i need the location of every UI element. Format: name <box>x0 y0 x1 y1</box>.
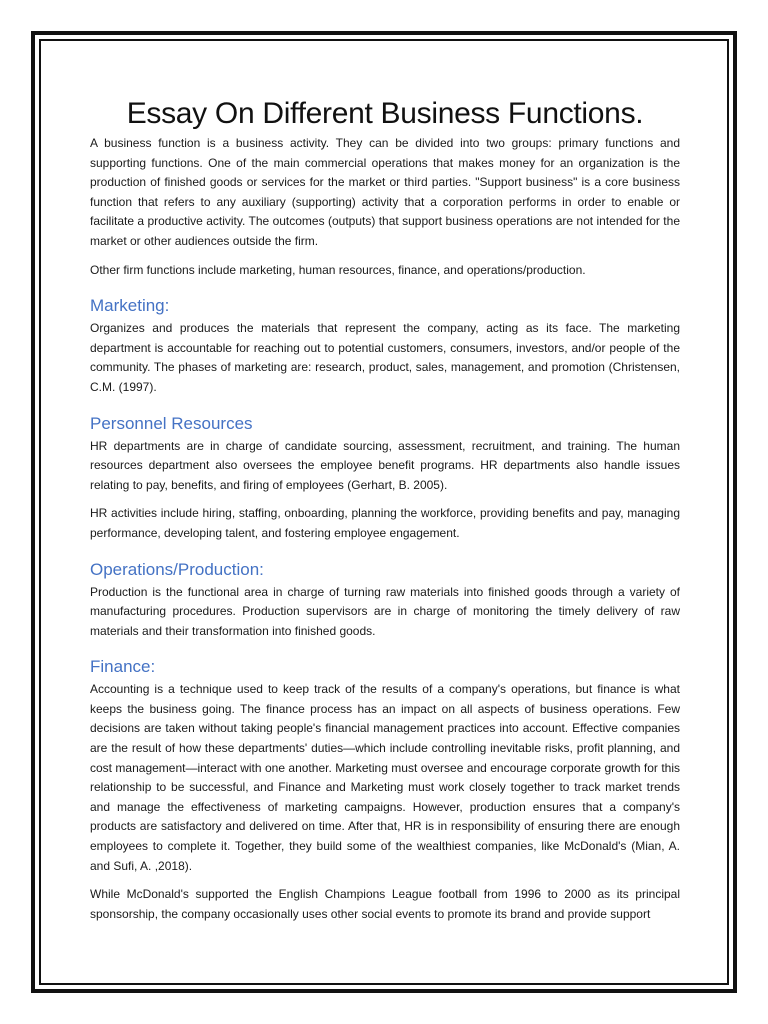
intro-paragraph: Other firm functions include marketing, human resources, finance, and operations/production. <box>90 262 586 277</box>
intro-paragraph: A business function is a business activity. They can be divided into two groups: primary functions and supporting functions. One of the main commercial operations that makes money for an organization is the production of finished goods or services for the market or third parties. "Support business" is a core business function that refers to any auxiliary (supporting) activity that a corporation performs in order to enable or facilitate a productive activity. The outcomes (outputs) that support business operations are not intended for the market or other audiences outside the firm. <box>90 136 680 248</box>
finance-paragraph: Accounting is a technique used to keep track of the results of a company's operations, but finance is what keeps the business going. The finance process has an impact on all aspects of business operations. Few decisions are taken without taking people's financial management practices into account. Effective companies are the result of how these departments' duties—which include controlling inevitable risks, profit planning, and cost management—interact with one another. Marketing must oversee and encourage corporate growth for this relationship to be successful, and Finance and Marketing must work closely together to track market trends and manage the effectiveness of marketing campaigns. However, production ensures that a company's products are satisfactory and delivered on time. After that, HR is in responsibility of ensuring there are enough employees to complete it. Together, they build some of the wealthiest companies, like McDonald's (Mian, A. and Sufi, A. ,2018). <box>90 682 680 873</box>
personnel-paragraph: HR activities include hiring, staffing, onboarding, planning the workforce, providing benefits and pay, managing performance, developing talent, and fostering employee engagement. <box>90 506 680 540</box>
section-heading-operations-production: Operations/Production: <box>90 559 264 579</box>
section-heading-finance: Finance: <box>90 657 156 677</box>
section-heading-marketing: Marketing: <box>90 296 170 316</box>
section-heading-personnel-resources: Personnel Resources <box>90 413 253 433</box>
marketing-paragraph: Organizes and produces the materials that represent the company, acting as its face. The marketing department is accountable for reaching out to potential customers, consumers, investors, and/or people of the community. The phases of marketing are: research, product, sales, management, and promotion (Christensen, C.M. (1997). <box>90 321 680 394</box>
document-body <box>90 94 680 933</box>
document-title: Essay On Different Business Functions. <box>126 97 644 130</box>
operations-paragraph: Production is the functional area in charge of turning raw materials into finished goods through a variety of manufacturing procedures. Production supervisors are in charge of monitoring the timely delivery of raw materials and their transformation into finished goods. <box>90 584 680 638</box>
personnel-paragraph: HR departments are in charge of candidate sourcing, assessment, recruitment, and training. The human resources department also oversees the employee benefit programs. HR departments also handle issues relating to pay, benefits, and firing of employees (Gerhart, B. 2005). <box>90 438 680 492</box>
finance-paragraph: While McDonald's supported the English Champions League football from 1996 to 2000 as its principal sponsorship, the company occasionally uses other social events to promote its brand and provide support <box>90 887 680 921</box>
